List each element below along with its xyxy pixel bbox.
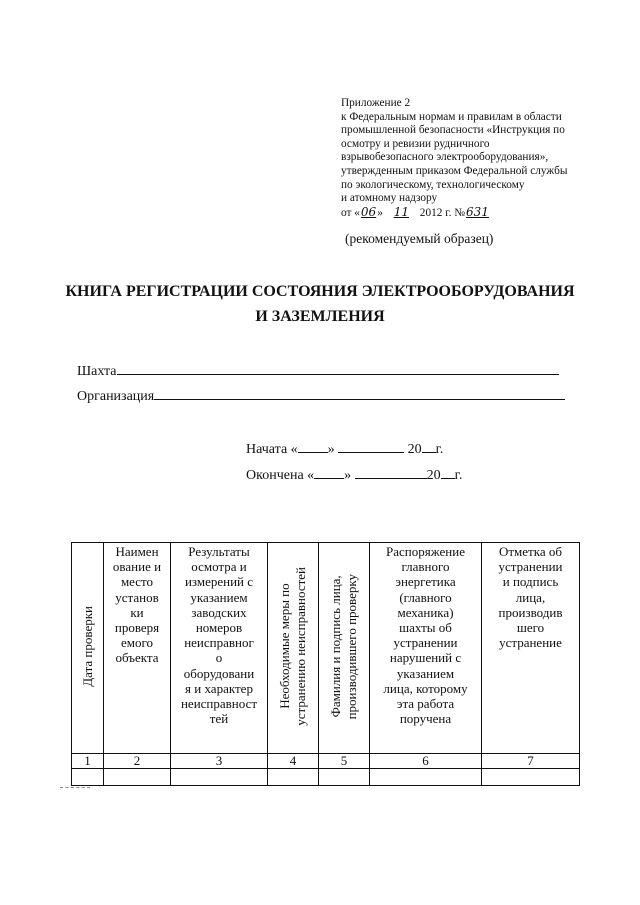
ended-day-blank[interactable] bbox=[314, 466, 344, 479]
header-line: производившего проверку bbox=[344, 573, 359, 720]
started-year: 20 bbox=[407, 442, 422, 457]
column-number: 2 bbox=[104, 754, 171, 769]
header-chief-order bbox=[370, 543, 482, 754]
header-line: неисправног bbox=[184, 635, 254, 651]
appendix-line: осмотру и ревизии рудничного bbox=[341, 137, 490, 150]
header-line: осмотра и bbox=[191, 559, 247, 575]
appendix-block bbox=[341, 97, 601, 220]
handwritten-month: 11 bbox=[393, 204, 409, 219]
header-line: энергетика bbox=[395, 574, 456, 590]
organization-field bbox=[77, 386, 565, 405]
header-line: заводских bbox=[191, 604, 247, 620]
table-cell[interactable] bbox=[370, 769, 482, 786]
header-line: я и характер bbox=[185, 680, 253, 696]
header-line: Наимен bbox=[115, 544, 159, 559]
header-line: установ bbox=[115, 589, 159, 605]
column-number: 4 bbox=[268, 754, 319, 769]
header-line: устранении bbox=[393, 635, 458, 651]
header-line: ки bbox=[130, 604, 144, 620]
book-title-line2: И ЗАЗЕМЛЕНИЯ bbox=[255, 308, 385, 325]
header-inspection-results bbox=[171, 543, 268, 754]
handwritten-order-number: 631 bbox=[466, 204, 489, 219]
column-number: 5 bbox=[319, 754, 370, 769]
ended-month-blank[interactable] bbox=[355, 466, 427, 479]
header-line: указанием bbox=[396, 665, 455, 681]
column-number: 7 bbox=[482, 754, 580, 769]
header-line: и подпись bbox=[502, 574, 559, 590]
table-cell[interactable] bbox=[104, 769, 171, 786]
header-elimination-mark bbox=[482, 543, 580, 754]
column-number: 3 bbox=[171, 754, 268, 769]
handwritten-day: 06 bbox=[360, 204, 377, 219]
appendix-line: взрывобезопасного электрооборудования», bbox=[341, 151, 549, 164]
table-cell[interactable] bbox=[72, 769, 104, 786]
table-row bbox=[72, 769, 580, 786]
ended-year: 20 bbox=[426, 468, 441, 483]
header-line: Необходимые меры по bbox=[277, 583, 292, 710]
appendix-line: и атомному надзору bbox=[341, 192, 438, 205]
table-cell[interactable] bbox=[268, 769, 319, 786]
table-cell[interactable] bbox=[319, 769, 370, 786]
ended-suffix: г. bbox=[454, 468, 463, 483]
table-cell[interactable] bbox=[482, 769, 580, 786]
header-line: указанием bbox=[190, 589, 248, 605]
mine-field bbox=[77, 361, 559, 380]
header-line: устранении bbox=[498, 559, 563, 575]
header-line: шего bbox=[516, 620, 545, 636]
year-text: 2012 г. № bbox=[419, 206, 466, 219]
header-line: неисправност bbox=[180, 696, 258, 712]
appendix-line: по экологическому, технологическому bbox=[341, 178, 525, 191]
header-line: Фамилия и подпись лица, bbox=[328, 575, 343, 718]
header-line: эта работа bbox=[396, 696, 455, 712]
header-line: поручена bbox=[399, 711, 452, 727]
appendix-line: к Федеральным нормам и правилам в области bbox=[341, 110, 562, 123]
started-label: Начата « bbox=[246, 442, 298, 457]
header-line: оборудовани bbox=[183, 665, 255, 681]
header-line: проверя bbox=[114, 620, 160, 636]
mine-label: Шахта bbox=[77, 364, 117, 379]
header-line: тей bbox=[209, 711, 229, 727]
header-line: механика) bbox=[397, 604, 454, 620]
header-line: номеров bbox=[195, 620, 243, 636]
header-line: емого bbox=[120, 635, 153, 651]
header-line: ование и bbox=[112, 559, 162, 575]
started-mid: » bbox=[327, 442, 335, 457]
organization-input-line[interactable] bbox=[154, 386, 565, 400]
ended-label: Окончена « bbox=[246, 468, 315, 483]
started-date bbox=[246, 440, 443, 458]
header-line: о bbox=[215, 650, 223, 666]
header-line: лица, bbox=[515, 589, 546, 605]
started-suffix: г. bbox=[435, 442, 444, 457]
header-object-name bbox=[104, 543, 171, 754]
header-line: устранению неисправностей bbox=[293, 567, 308, 726]
sample-note: (рекомендуемый образец) bbox=[345, 231, 494, 246]
started-year-blank[interactable] bbox=[422, 440, 436, 453]
header-line: производив bbox=[498, 604, 563, 620]
column-number: 6 bbox=[370, 754, 482, 769]
header-line: устранение bbox=[499, 635, 562, 651]
date-prefix: от « bbox=[341, 206, 360, 219]
header-line: Отметка об bbox=[498, 544, 562, 559]
header-line: шахты об bbox=[399, 620, 452, 636]
order-date-line bbox=[341, 206, 601, 221]
book-title-line1: КНИГА РЕГИСТРАЦИИ СОСТОЯНИЯ ЭЛЕКТРООБОРУДОВАНИЯ bbox=[65, 283, 575, 300]
registration-table bbox=[71, 542, 580, 786]
header-check-date bbox=[72, 543, 104, 754]
started-day-blank[interactable] bbox=[298, 440, 328, 453]
appendix-line: промышленной безопасности «Инструкция по bbox=[341, 124, 565, 137]
header-vertical-text bbox=[328, 574, 360, 719]
mine-input-line[interactable] bbox=[117, 361, 559, 375]
column-number: 1 bbox=[72, 754, 104, 769]
scan-artifact bbox=[60, 787, 90, 789]
header-inspector-signature bbox=[319, 543, 370, 754]
appendix-line: Приложение 2 bbox=[341, 97, 411, 109]
column-number-row bbox=[72, 754, 580, 769]
header-line: Распоряжение bbox=[386, 544, 465, 559]
header-line: место bbox=[120, 574, 154, 590]
ended-year-blank[interactable] bbox=[441, 466, 455, 479]
header-line: объекта bbox=[115, 650, 159, 666]
organization-label: Организация bbox=[77, 389, 155, 404]
header-line: Дата проверки bbox=[79, 606, 95, 687]
header-line: главного bbox=[401, 559, 450, 575]
header-line: нарушений с bbox=[389, 650, 462, 666]
header-line: лица, которому bbox=[383, 680, 468, 696]
table-cell[interactable] bbox=[171, 769, 268, 786]
quote-close: » bbox=[377, 206, 383, 219]
header-line: Результаты bbox=[188, 544, 250, 559]
ended-mid: » bbox=[344, 468, 352, 483]
header-vertical-text bbox=[277, 567, 309, 726]
ended-date bbox=[246, 466, 462, 484]
header-line: (главного bbox=[399, 589, 452, 605]
started-month-blank[interactable] bbox=[338, 440, 404, 453]
appendix-line: утвержденным приказом Федеральной службы bbox=[341, 164, 568, 177]
header-line: измерений с bbox=[184, 574, 254, 590]
header-required-measures bbox=[268, 543, 319, 754]
